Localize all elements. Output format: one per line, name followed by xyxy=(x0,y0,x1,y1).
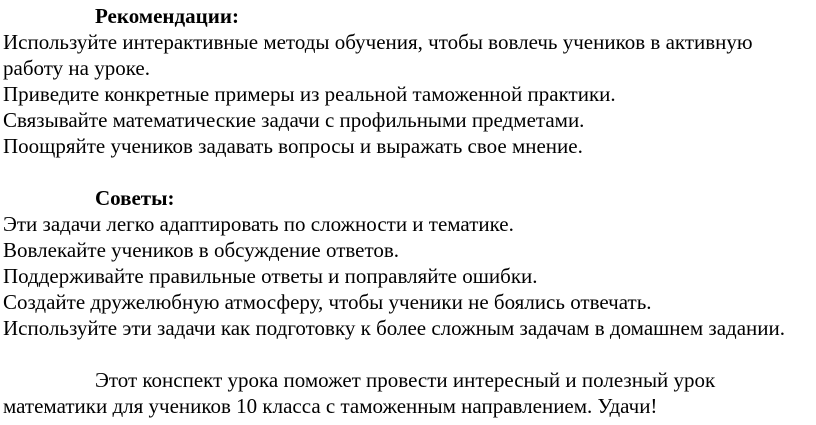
conclusion-line: Этот конспект урока поможет провести интересный и полезный урок xyxy=(95,368,716,392)
tip-line: Используйте эти задачи как подготовку к более сложным задачам в домашнем задании. xyxy=(3,316,785,340)
section-spacer xyxy=(3,159,813,185)
recommendation-line: Используйте интерактивные методы обучения, чтобы вовлечь учеников в активную xyxy=(3,30,753,54)
conclusion-line: математики для учеников 10 класса с таможенным направлением. Удачи! xyxy=(3,394,658,418)
conclusion-section xyxy=(3,367,813,419)
recommendations-section xyxy=(3,3,813,159)
recommendation-line: Связывайте математические задачи с профильными предметами. xyxy=(3,108,585,132)
tips-section xyxy=(3,185,813,341)
recommendation-line: Поощряйте учеников задавать вопросы и выражать свое мнение. xyxy=(3,134,583,158)
recommendation-line: Приведите конкретные примеры из реальной таможенной практики. xyxy=(3,82,616,106)
section-spacer xyxy=(3,341,813,367)
tip-line: Создайте дружелюбную атмосферу, чтобы ученики не боялись отвечать. xyxy=(3,290,652,314)
tip-line: Эти задачи легко адаптировать по сложности и тематике. xyxy=(3,212,514,236)
recommendations-heading: Рекомендации: xyxy=(95,4,239,28)
tip-line: Вовлекайте учеников в обсуждение ответов. xyxy=(3,238,400,262)
tip-line: Поддерживайте правильные ответы и поправляйте ошибки. xyxy=(3,264,538,288)
tips-heading: Советы: xyxy=(95,186,175,210)
recommendation-line: работу на уроке. xyxy=(3,56,150,80)
document-page xyxy=(3,3,813,419)
